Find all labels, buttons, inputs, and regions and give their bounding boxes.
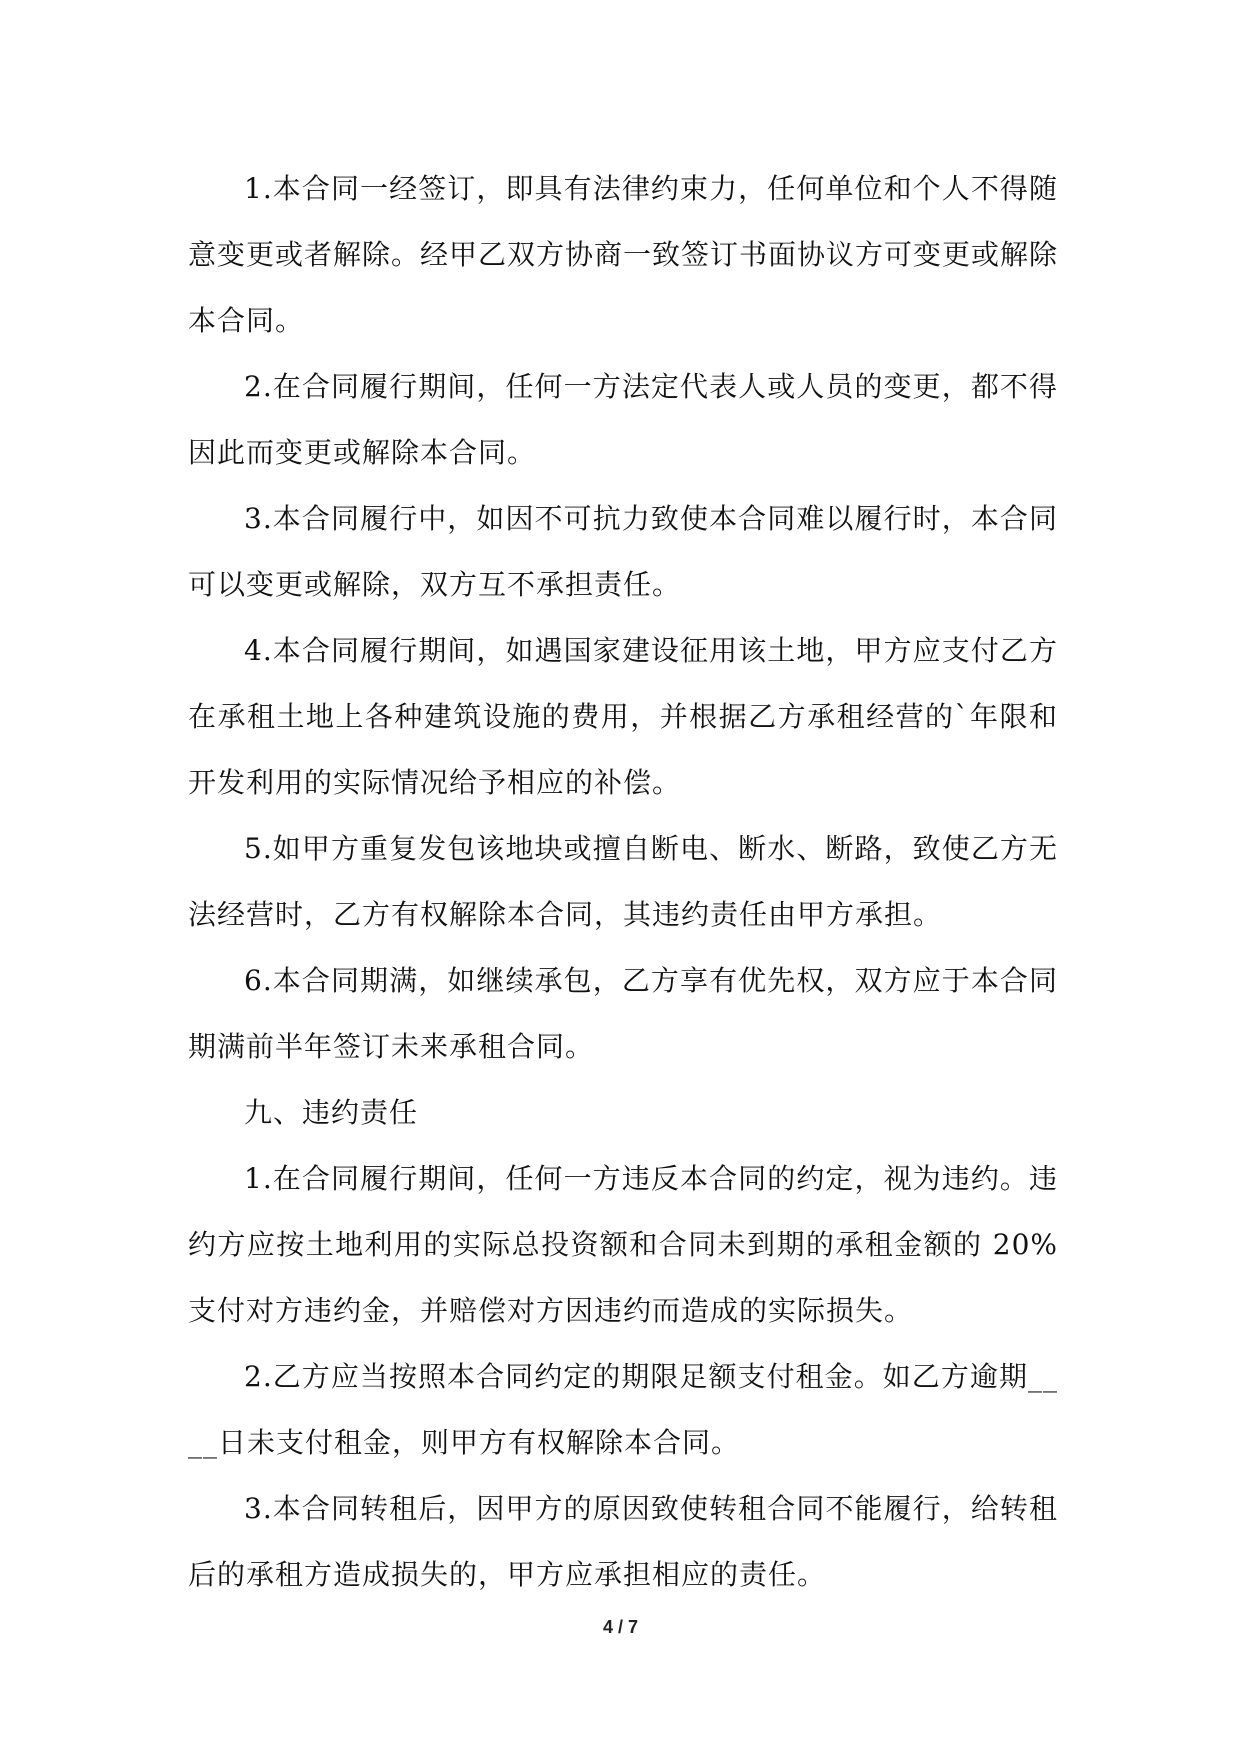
document-body: [188, 156, 1058, 1608]
clause-paragraph: 1.在合同履行期间，任何一方违反本合同的约定，视为违约。违约方应按土地利用的实际总投资额和合同未到期的承租金额的 20%支付对方违约金，并赔偿对方因违约而造成的实际损失。: [188, 1162, 1058, 1327]
clause-paragraph: 2.在合同履行期间，任何一方法定代表人或人员的变更，都不得因此而变更或解除本合同。: [188, 370, 1058, 469]
clause-paragraph: 5.如甲方重复发包该地块或擅自断电、断水、断路，致使乙方无法经营时，乙方有权解除本合同，其违约责任由甲方承担。: [188, 832, 1058, 931]
clause-paragraph: 1.本合同一经签订，即具有法律约束力，任何单位和个人不得随意变更或者解除。经甲乙双方协商一致签订书面协议方可变更或解除本合同。: [188, 172, 1059, 337]
clause-paragraph: 3.本合同履行中，如因不可抗力致使本合同难以履行时，本合同可以变更或解除，双方互不承担责任。: [188, 502, 1058, 601]
page-number: 4 / 7: [602, 1617, 639, 1637]
clause-paragraph: 3.本合同转租后，因甲方的原因致使转租合同不能履行，给转租后的承租方造成损失的，甲方应承担相应的责任。: [188, 1492, 1058, 1591]
clause-paragraph: 2.乙方应当按照本合同约定的期限足额支付租金。如乙方逾期____日未支付租金，则甲方有权解除本合同。: [188, 1360, 1058, 1459]
clause-paragraph: 6.本合同期满，如继续承包，乙方享有优先权，双方应于本合同期满前半年签订未来承租合同。: [188, 964, 1058, 1063]
section-heading: 九、违约责任: [244, 1096, 419, 1129]
clause-paragraph: 4.本合同履行期间，如遇国家建设征用该土地，甲方应支付乙方在承租土地上各种建筑设施的费用，并根据乙方承租经营的`年限和开发利用的实际情况给予相应的补偿。: [188, 634, 1058, 799]
